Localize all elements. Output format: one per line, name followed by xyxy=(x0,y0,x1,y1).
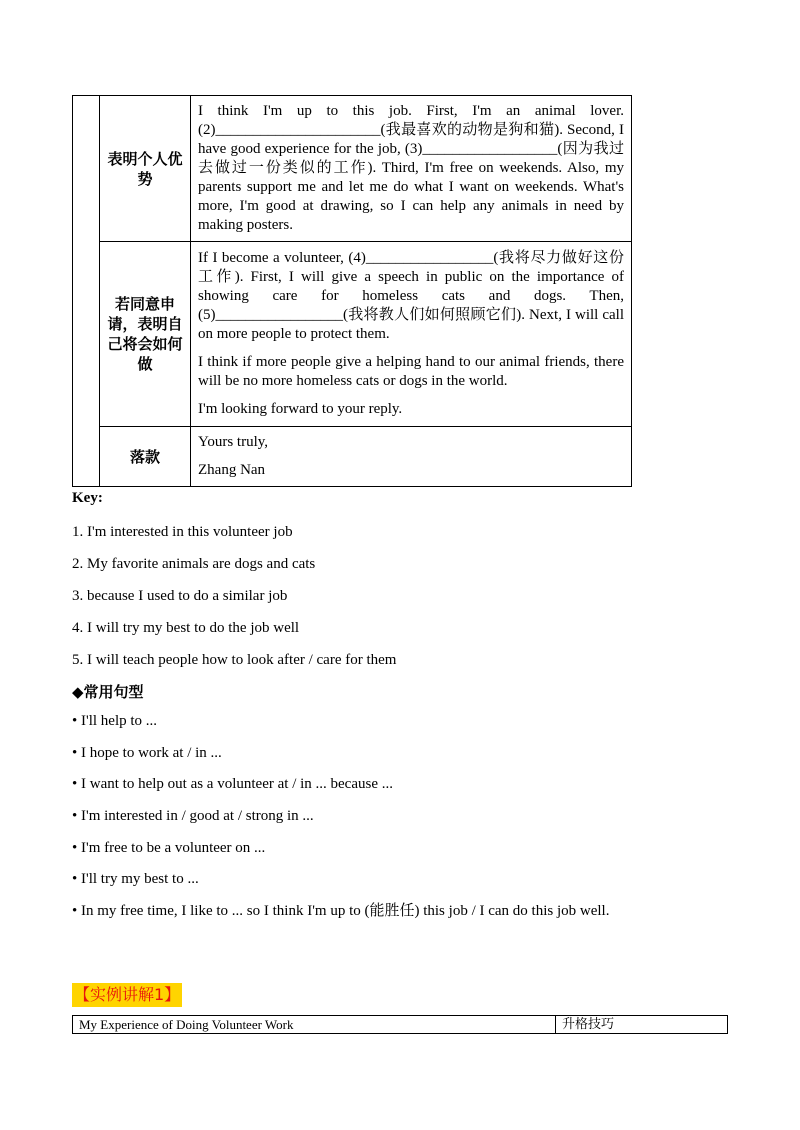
example-heading: 【实例讲解1】 xyxy=(72,983,182,1007)
common-sentences-list xyxy=(72,711,609,933)
writing-structure-table xyxy=(72,95,632,487)
key-title: Key: xyxy=(72,490,103,506)
paragraph: I think if more people give a helping hand to our animal friends, there will be no more homeless cats or dogs in the world. xyxy=(198,354,624,389)
table-row xyxy=(73,427,632,487)
table-row xyxy=(73,242,632,427)
sentence-item: • I'm free to be a volunteer on ... xyxy=(72,839,266,856)
row-content xyxy=(191,242,632,427)
sentence-item: • In my free time, I like to ... so I think I'm up to (能胜任) this job / I can do this job well. xyxy=(72,903,610,920)
upgrade-tips-cell: 升格技巧 xyxy=(556,1016,728,1034)
row-label: 表明个人优势 xyxy=(100,96,191,242)
example-title-cell: My Experience of Doing Volunteer Work xyxy=(73,1016,556,1034)
empty-column-cell xyxy=(73,96,100,487)
paragraph: I'm looking forward to your reply. xyxy=(198,401,403,417)
common-sentences-title: ◆常用句型 xyxy=(72,683,144,701)
signature-name: Zhang Nan xyxy=(198,462,266,478)
paragraph: If I become a volunteer, (4)_________________(我将尽力做好这份工作). First, I will give a speech in public on the importance of showing care for homeless cats and dogs. Then, (5)_________________(我将教人们如何照顾它们). Next, I will call on more people to protect them. xyxy=(198,250,624,342)
key-item: 5. I will teach people how to look after / care for them xyxy=(72,652,397,668)
sentence-item: • I'll help to ... xyxy=(72,713,158,729)
row-label: 若同意申请，表明自己将会如何做 xyxy=(100,242,191,427)
sentence-item: • I want to help out as a volunteer at / in ... because ... xyxy=(72,776,393,793)
key-item: 3. because I used to do a similar job xyxy=(72,588,288,604)
key-item: 4. I will try my best to do the job well xyxy=(72,620,300,636)
sentence-item: • I'll try my best to ... xyxy=(72,871,199,888)
row-content xyxy=(191,427,632,487)
table-row xyxy=(73,1016,728,1034)
sentence-item: • I hope to work at / in ... xyxy=(72,744,222,761)
closing-line: Yours truly, xyxy=(198,434,269,450)
key-list xyxy=(72,522,396,682)
paragraph: I think I'm up to this job. First, I'm an animal lover. (2)______________________(我最喜欢的动物是狗和猫). Second, I have good experience for the job, (3)__________________(因为我过去做过一份类似的工作). Third, I'm free on weekends. Also, my parents support me and let me do what I want on weekends. What's more, I'm good at drawing, so I can help any animals in need by making posters. xyxy=(198,103,624,233)
key-item: 1. I'm interested in this volunteer job xyxy=(72,524,293,540)
sentence-item: • I'm interested in / good at / strong in ... xyxy=(72,808,314,825)
example-table xyxy=(72,1015,728,1034)
row-label: 落款 xyxy=(100,427,191,487)
row-content xyxy=(191,96,632,242)
key-item: 2. My favorite animals are dogs and cats xyxy=(72,556,316,572)
table-row xyxy=(73,96,632,242)
